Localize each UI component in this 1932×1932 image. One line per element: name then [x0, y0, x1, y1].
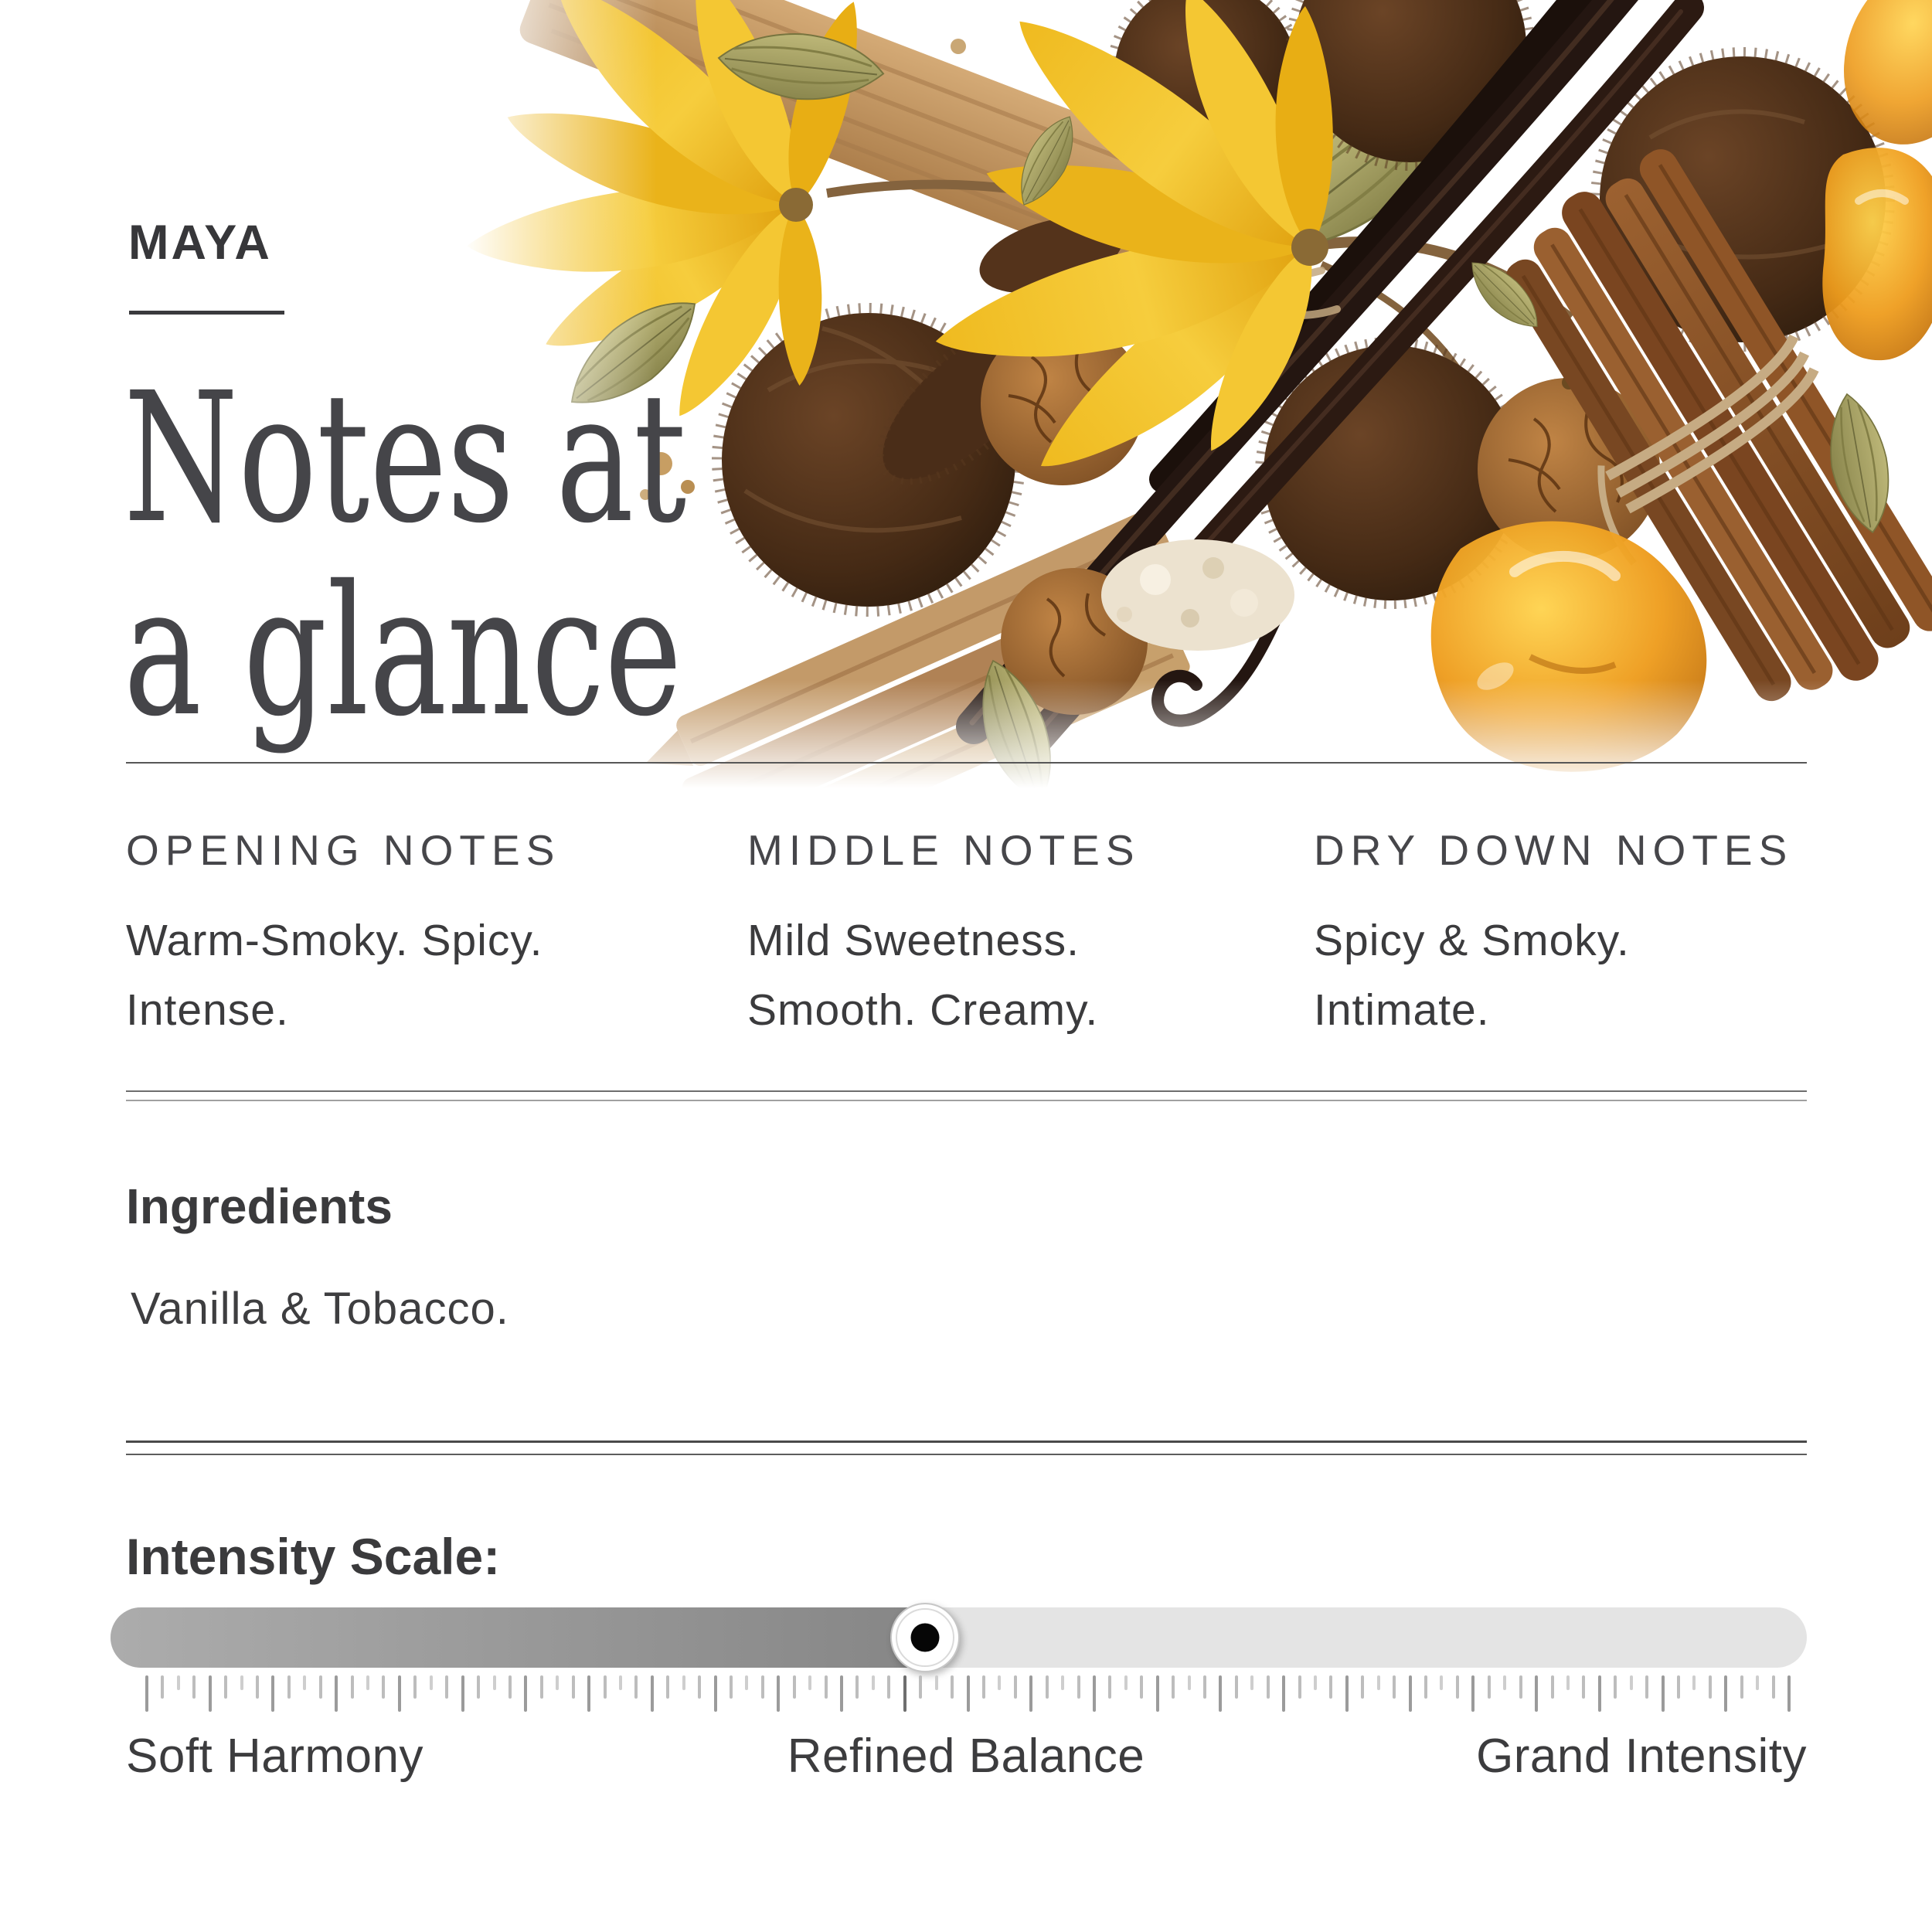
ruler-tick	[540, 1675, 543, 1699]
ruler-tick	[935, 1675, 938, 1690]
ruler-tick	[240, 1675, 243, 1690]
ruler-tick	[855, 1675, 859, 1699]
opening-notes-header: OPENING NOTES	[126, 826, 561, 874]
ruler-tick	[1345, 1675, 1349, 1712]
ruler-tick	[604, 1675, 607, 1699]
page-title	[124, 354, 687, 756]
ruler-tick	[209, 1675, 212, 1712]
ruler-tick	[730, 1675, 733, 1699]
scale-label-refined-balance: Refined Balance	[787, 1730, 1145, 1783]
ruler-tick	[509, 1675, 512, 1699]
ruler-tick	[1630, 1675, 1633, 1690]
ruler-tick	[271, 1675, 274, 1712]
ruler-tick	[1046, 1675, 1049, 1699]
ruler-tick	[1488, 1675, 1491, 1699]
ruler-tick	[477, 1675, 480, 1699]
ruler-tick	[351, 1675, 354, 1699]
ruler-tick	[192, 1675, 196, 1699]
ruler-tick	[1219, 1675, 1222, 1712]
ruler-tick	[1677, 1675, 1680, 1699]
ruler-tick	[572, 1675, 575, 1699]
ruler-tick	[1709, 1675, 1712, 1699]
ingredients-value: Vanilla & Tobacco.	[131, 1284, 509, 1334]
ruler-tick	[967, 1675, 970, 1712]
ruler-tick	[1014, 1675, 1017, 1699]
ruler-tick	[1787, 1675, 1791, 1712]
intensity-slider-track[interactable]	[111, 1607, 1807, 1668]
ruler-tick	[1188, 1675, 1191, 1690]
ruler-tick	[1250, 1675, 1253, 1690]
intensity-slider-thumb[interactable]	[890, 1603, 960, 1672]
ruler-tick	[1235, 1675, 1238, 1699]
ruler-tick	[1172, 1675, 1175, 1699]
ruler-tick	[382, 1675, 385, 1699]
ruler-tick	[1282, 1675, 1285, 1712]
ruler-tick	[1535, 1675, 1538, 1712]
ruler-tick	[524, 1675, 527, 1712]
ruler-tick	[1061, 1675, 1064, 1690]
ruler-tick	[1598, 1675, 1601, 1712]
ruler-tick	[1409, 1675, 1412, 1712]
ruler-tick	[903, 1675, 906, 1712]
intensity-ruler	[147, 1675, 1789, 1716]
ruler-tick	[319, 1675, 322, 1699]
ruler-tick	[634, 1675, 638, 1699]
ruler-tick	[887, 1675, 890, 1699]
ruler-tick	[145, 1675, 148, 1712]
divider-top	[126, 762, 1807, 764]
ruler-tick	[1424, 1675, 1427, 1699]
ruler-tick	[413, 1675, 417, 1699]
ingredients-title: Ingredients	[126, 1179, 393, 1234]
ruler-tick	[745, 1675, 748, 1690]
ruler-tick	[793, 1675, 796, 1699]
ruler-tick	[982, 1675, 985, 1699]
opening-notes-description: Warm-Smoky. Spicy. Intense.	[126, 916, 543, 1035]
intensity-slider-fill	[111, 1607, 925, 1668]
middle-notes-header: MIDDLE NOTES	[747, 826, 1141, 874]
scale-label-grand-intensity: Grand Intensity	[1476, 1730, 1807, 1783]
ruler-tick	[682, 1675, 685, 1690]
dry-down-notes-column	[1314, 825, 1794, 1045]
ruler-tick	[666, 1675, 669, 1699]
intensity-scale-title: Intensity Scale:	[126, 1528, 501, 1585]
ruler-tick	[587, 1675, 590, 1712]
ruler-tick	[1314, 1675, 1317, 1690]
divider-ingredients	[126, 1090, 1807, 1101]
ruler-tick	[303, 1675, 306, 1690]
ruler-tick	[430, 1675, 433, 1690]
ruler-tick	[1029, 1675, 1032, 1712]
ruler-tick	[177, 1675, 180, 1690]
ruler-tick	[1740, 1675, 1743, 1699]
ruler-tick	[698, 1675, 701, 1699]
ruler-tick	[1298, 1675, 1301, 1699]
ruler-tick	[1645, 1675, 1648, 1699]
ruler-tick	[1456, 1675, 1459, 1699]
ruler-tick	[1551, 1675, 1554, 1699]
divider-intensity	[126, 1440, 1807, 1455]
ruler-tick	[398, 1675, 401, 1712]
ruler-tick	[161, 1675, 164, 1699]
ruler-tick	[777, 1675, 780, 1712]
ruler-tick	[256, 1675, 259, 1699]
ruler-tick	[1756, 1675, 1759, 1690]
ruler-tick	[1361, 1675, 1364, 1699]
ruler-tick	[1519, 1675, 1522, 1699]
ruler-tick	[1093, 1675, 1096, 1712]
ruler-tick	[1471, 1675, 1475, 1712]
ruler-tick	[1108, 1675, 1111, 1699]
ruler-tick	[445, 1675, 448, 1699]
ruler-tick	[998, 1675, 1001, 1690]
ruler-tick	[1203, 1675, 1206, 1699]
ruler-tick	[287, 1675, 291, 1699]
ruler-tick	[493, 1675, 496, 1690]
opening-notes-column	[126, 825, 682, 1045]
ruler-tick	[1440, 1675, 1443, 1690]
ruler-tick	[1393, 1675, 1396, 1699]
ruler-tick	[1692, 1675, 1696, 1690]
middle-notes-description: Mild Sweetness. Smooth. Creamy.	[747, 916, 1099, 1035]
ruler-tick	[919, 1675, 922, 1699]
ruler-tick	[1377, 1675, 1380, 1690]
ruler-tick	[1614, 1675, 1617, 1699]
ruler-tick	[619, 1675, 622, 1690]
ruler-tick	[335, 1675, 338, 1712]
ruler-tick	[951, 1675, 954, 1699]
ruler-tick	[556, 1675, 559, 1690]
page-title-line1: Notes at	[124, 354, 687, 563]
ruler-tick	[1772, 1675, 1775, 1699]
scale-label-soft-harmony: Soft Harmony	[126, 1730, 424, 1783]
ruler-tick	[1724, 1675, 1727, 1712]
ruler-tick	[872, 1675, 875, 1690]
ruler-tick	[1140, 1675, 1143, 1699]
ruler-tick	[651, 1675, 654, 1712]
powder-crystals	[1101, 539, 1294, 651]
ruler-tick	[1566, 1675, 1570, 1690]
ruler-tick	[761, 1675, 764, 1699]
ruler-tick	[808, 1675, 811, 1690]
ruler-tick	[1077, 1675, 1080, 1699]
page-title-line2: a glance	[124, 547, 682, 756]
ruler-tick	[1582, 1675, 1585, 1699]
ruler-tick	[224, 1675, 227, 1699]
ruler-tick	[366, 1675, 369, 1690]
brand-underline	[129, 311, 284, 315]
ruler-tick	[1156, 1675, 1159, 1712]
ruler-tick	[1662, 1675, 1665, 1712]
middle-notes-column	[747, 825, 1211, 1045]
ruler-tick	[1267, 1675, 1270, 1699]
ruler-tick	[714, 1675, 717, 1712]
ruler-tick	[1329, 1675, 1332, 1699]
ruler-tick	[825, 1675, 828, 1699]
ruler-tick	[1503, 1675, 1506, 1690]
dry-down-notes-header: DRY DOWN NOTES	[1314, 826, 1794, 874]
dry-down-notes-description: Spicy & Smoky. Intimate.	[1314, 916, 1630, 1035]
ruler-tick	[1124, 1675, 1128, 1690]
brand-name: MAYA	[128, 216, 272, 270]
ruler-tick	[461, 1675, 464, 1712]
ruler-tick	[840, 1675, 843, 1712]
